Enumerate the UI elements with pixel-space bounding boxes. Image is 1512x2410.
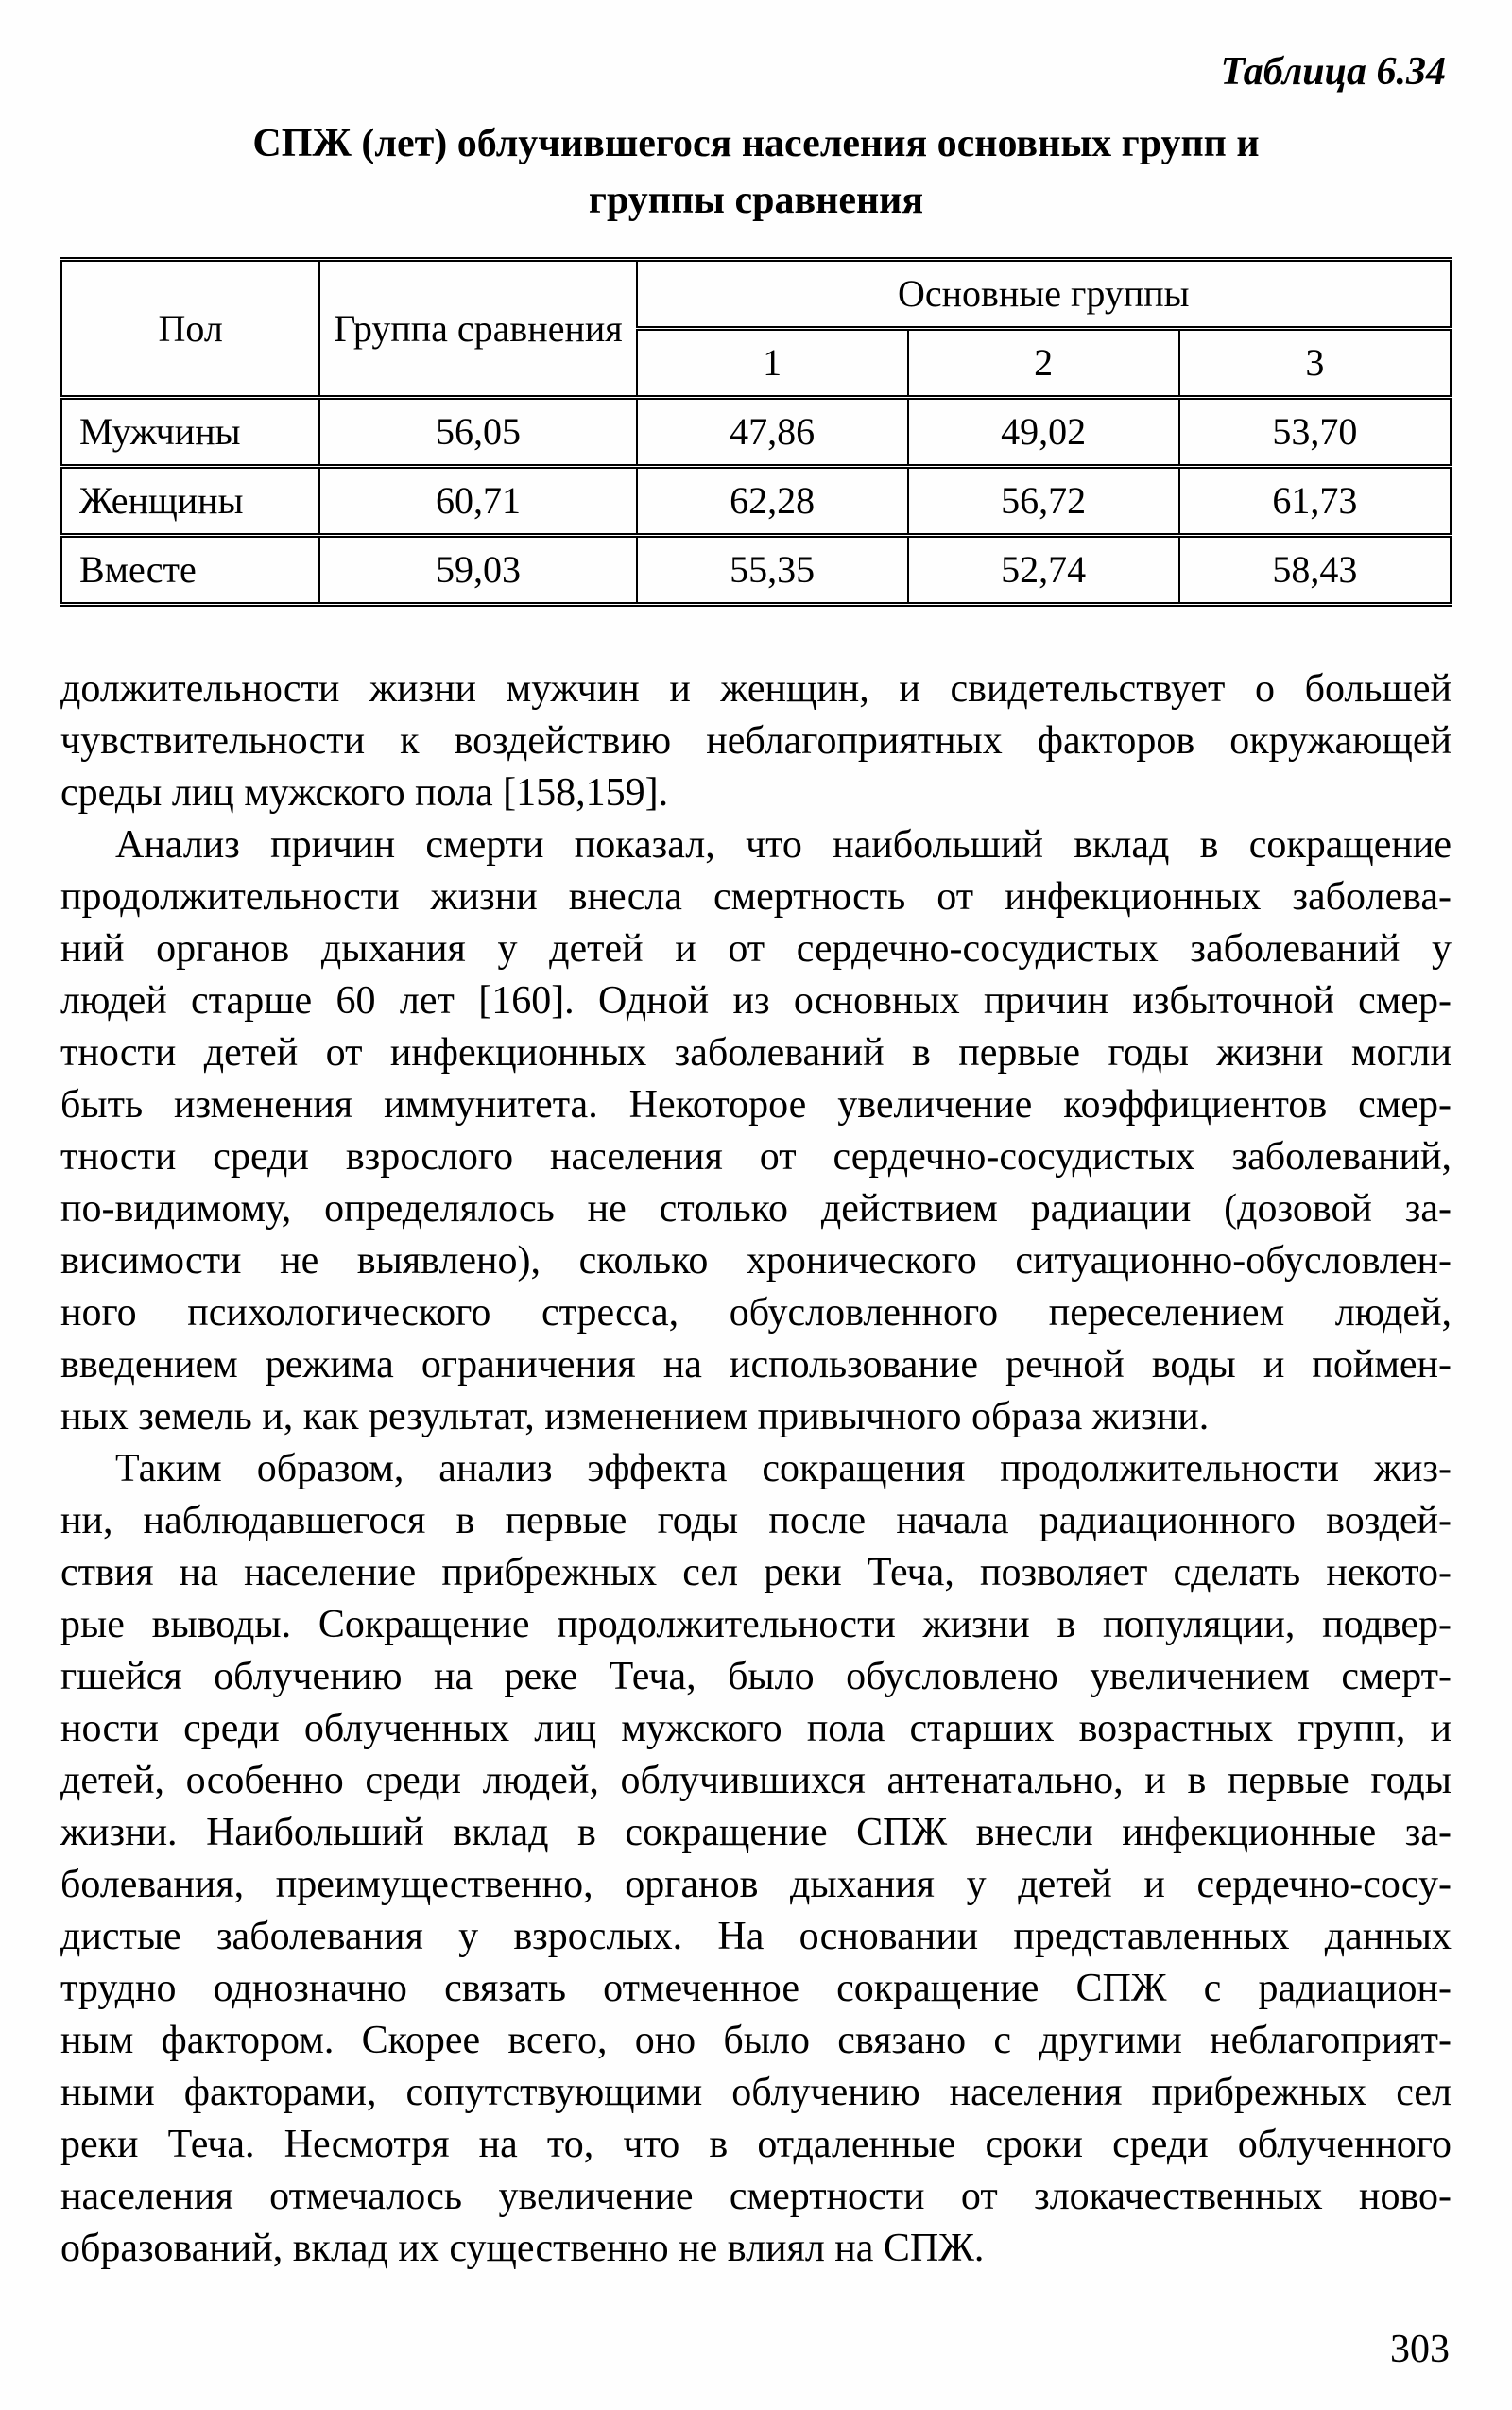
table-row-women [61, 467, 1451, 536]
text-line: ности среди облученных лиц мужского пола старших возрастных групп, и [60, 1707, 1452, 1750]
row-label-women: Женщины [61, 467, 319, 536]
table-header-row [61, 260, 1451, 329]
text-line: реки Теча. Несмотря на то, что в отдаленные сроки среди облученного [60, 2123, 1452, 2166]
text-line: тности среди взрослого населения от сердечно-сосудистых заболеваний, [60, 1135, 1452, 1179]
text-line: гшейся облучению на реке Теча, было обусловлено увеличением смерт- [60, 1655, 1452, 1698]
cell-women-group1: 62,28 [637, 467, 908, 536]
col-header-comparison-group: Группа сравнения [319, 260, 636, 398]
col-header-sex: Пол [61, 260, 319, 398]
cell-men-group1: 47,86 [637, 398, 908, 467]
cell-both-group1: 55,35 [637, 536, 908, 605]
text-line: среды лиц мужского пола [158,159]. [60, 771, 669, 815]
text-line: ными факторами, сопутствующими облучению населения прибрежных сел [60, 2071, 1452, 2114]
text-line: ного психологического стресса, обусловленного переселением людей, [60, 1291, 1452, 1334]
page-number: 303 [1390, 2328, 1450, 2371]
paragraph-conclusions [60, 1443, 1452, 2275]
text-line: населения отмечалось увеличение смертности от злокачественных ново- [60, 2175, 1452, 2218]
text-line: чувствительности к воздействию неблагоприятных факторов окружающей [60, 719, 1452, 763]
text-line: дистые заболевания у взрослых. На основании представленных данных [60, 1915, 1452, 1958]
col-header-main-groups: Основные группы [637, 260, 1451, 329]
text-line: ни, наблюдавшегося в первые годы после начала радиационного воздей- [60, 1499, 1452, 1542]
text-line: продолжительности жизни внесла смертность от инфекционных заболева- [60, 875, 1452, 919]
text-line: ствия на население прибрежных сел реки Теча, позволяет сделать некото- [60, 1551, 1452, 1594]
subcol-header-1: 1 [637, 329, 908, 398]
table-title-line1: СПЖ (лет) облучившегося населения основных групп и [252, 122, 1260, 165]
text-line: образований, вклад их существенно не влиял на СПЖ. [60, 2227, 985, 2270]
text-line: детей, особенно среди людей, облучившихся антенатально, и в первые годы [60, 1759, 1452, 1802]
text-line: людей старше 60 лет [160]. Одной из основных причин избыточной смер- [60, 979, 1452, 1023]
text-line: висимости не выявлено), сколько хронического ситуационно-обусловлен- [60, 1239, 1452, 1282]
cell-men-group3: 53,70 [1179, 398, 1451, 467]
text-line: жизни. Наибольший вклад в сокращение СПЖ внесли инфекционные за- [60, 1811, 1452, 1854]
text-line: быть изменения иммунитета. Некоторое увеличение коэффициентов смер- [60, 1083, 1452, 1127]
cell-men-group2: 49,02 [908, 398, 1179, 467]
table-row-men [61, 398, 1451, 467]
text-line: Анализ причин смерти показал, что наибольший вклад в сокращение [115, 823, 1452, 867]
table-title-line2: группы сравнения [588, 179, 924, 222]
life-expectancy-table [60, 257, 1452, 607]
text-line: Таким образом, анализ эффекта сокращения продолжительности жиз- [115, 1447, 1452, 1490]
subcol-header-2: 2 [908, 329, 1179, 398]
cell-men-comparison: 56,05 [319, 398, 636, 467]
text-line: ний органов дыхания у детей и от сердечно-сосудистых заболеваний у [60, 927, 1452, 971]
text-line: введением режима ограничения на использование речной воды и поймен- [60, 1343, 1452, 1386]
table-caption: Таблица 6.34 [1220, 50, 1446, 94]
paragraph-causes-of-death [60, 819, 1452, 1443]
subcol-header-3: 3 [1179, 329, 1451, 398]
cell-women-group3: 61,73 [1179, 467, 1451, 536]
text-line: трудно однозначно связать отмеченное сокращение СПЖ с радиацион- [60, 1967, 1452, 2010]
text-line: ных земель и, как результат, изменением привычного образа жизни. [60, 1395, 1210, 1438]
row-label-both: Вместе [61, 536, 319, 605]
table-title [60, 115, 1452, 229]
cell-both-comparison: 59,03 [319, 536, 636, 605]
text-line: по-видимому, определялось не столько действием радиации (дозовой за- [60, 1187, 1452, 1231]
cell-both-group2: 52,74 [908, 536, 1179, 605]
text-line: болевания, преимущественно, органов дыхания у детей и сердечно-сосу- [60, 1863, 1452, 1906]
text-line: ным фактором. Скорее всего, оно было связано с другими неблагоприят- [60, 2019, 1452, 2062]
text-line: тности детей от инфекционных заболеваний в первые годы жизни могли [60, 1031, 1452, 1075]
cell-both-group3: 58,43 [1179, 536, 1451, 605]
row-label-men: Мужчины [61, 398, 319, 467]
text-line: рые выводы. Сокращение продолжительности жизни в популяции, подвер- [60, 1603, 1452, 1646]
table-row-both [61, 536, 1451, 605]
body-text [60, 663, 1452, 2275]
cell-women-comparison: 60,71 [319, 467, 636, 536]
text-line: должительности жизни мужчин и женщин, и свидетельствует о большей [60, 667, 1452, 711]
paragraph-continuation [60, 663, 1452, 819]
cell-women-group2: 56,72 [908, 467, 1179, 536]
